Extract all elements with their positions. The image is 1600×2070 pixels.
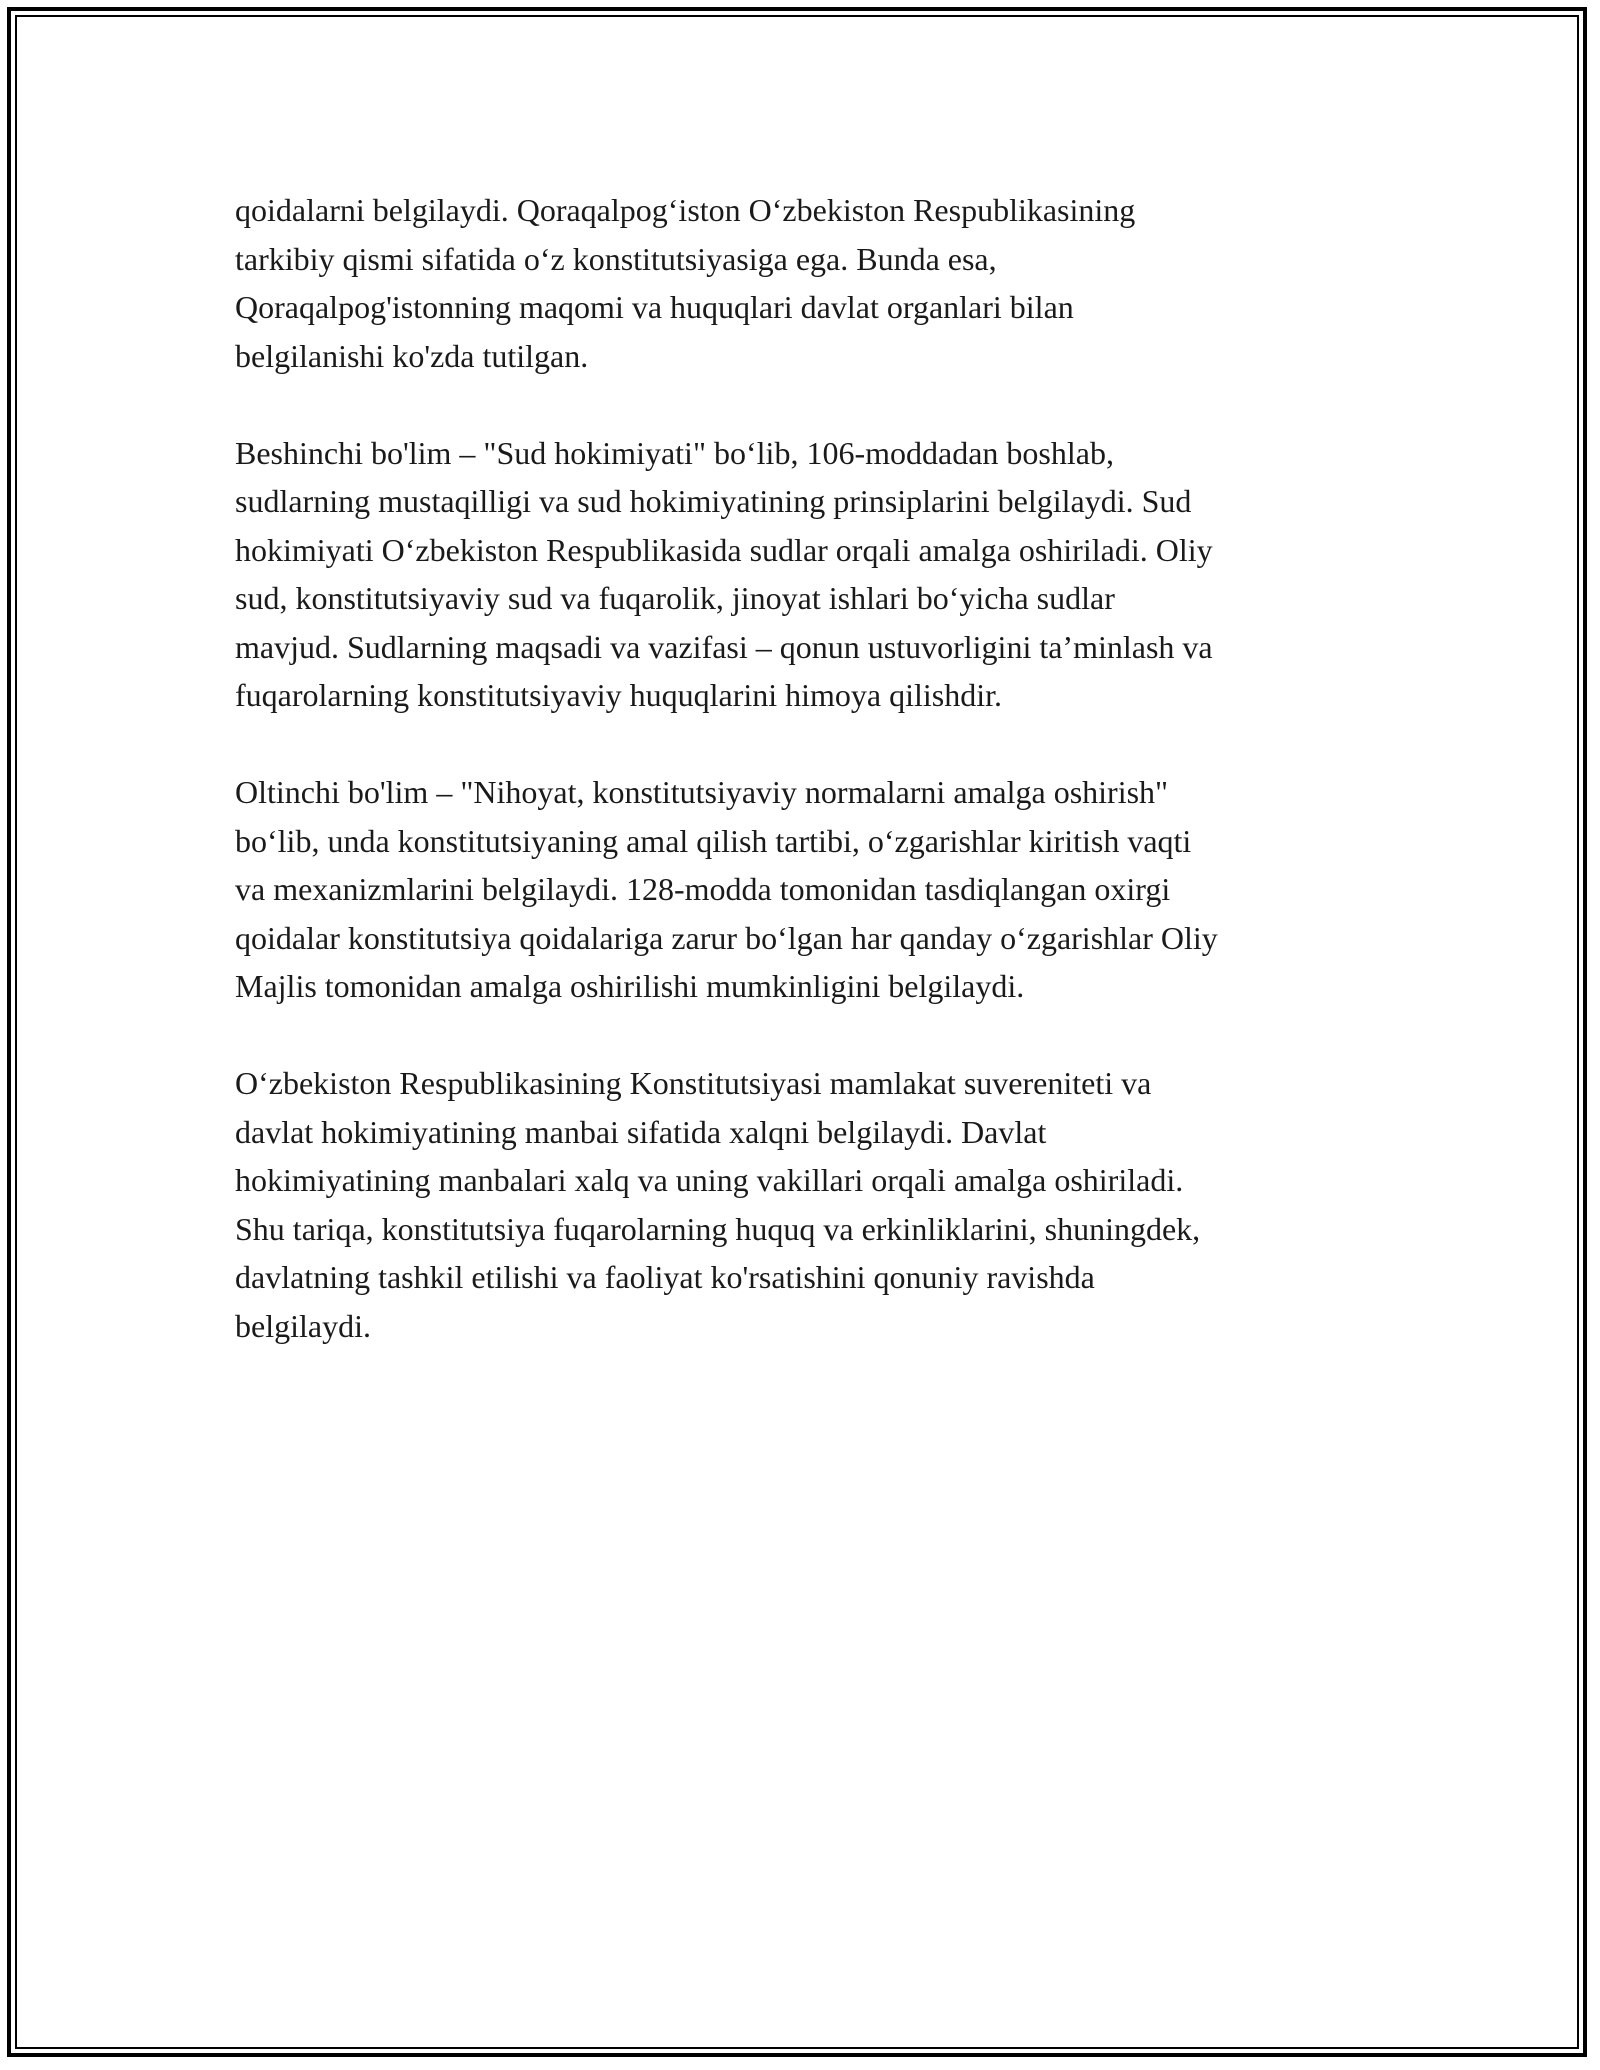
text-line: Qoraqalpog'istonning maqomi va huquqlari davlat organlari bilan: [235, 289, 1074, 325]
text-line: qoidalarni belgilaydi. Qoraqalpog‘iston O‘zbekiston Respublikasining: [235, 192, 1136, 228]
text-line: sudlarning mustaqilligi va sud hokimiyatining prinsiplarini belgilaydi. Sud: [235, 483, 1192, 519]
text-line: davlat hokimiyatining manbai sifatida xalqni belgilaydi. Davlat: [235, 1113, 1047, 1150]
text-line: bo‘lib, unda konstitutsiyaning amal qilish tartibi, o‘zgarishlar kiritish vaqti: [235, 822, 1192, 859]
text-line: hokimiyatining manbalari xalq va uning vakillari orqali amalga oshiriladi.: [235, 1162, 1184, 1198]
document-body: [235, 186, 1375, 1399]
text-line: Oltinchi bo'lim – "Nihoyat, konstitutsiyaviy normalarni amalga oshirish": [235, 774, 1169, 810]
text-line: mavjud. Sudlarning maqsadi va vazifasi – qonun ustuvorligini ta’minlash va: [235, 628, 1213, 665]
text-line: belgilanishi ko'zda tutilgan.: [235, 337, 589, 374]
paragraph-section-six: [235, 768, 1375, 1011]
paragraph-section-five: [235, 429, 1375, 720]
text-line: hokimiyati O‘zbekiston Respublikasida sudlar orqali amalga oshiriladi. Oliy: [235, 531, 1213, 568]
text-line: belgilaydi.: [235, 1307, 371, 1344]
paragraph-karakalpakstan: [235, 186, 1375, 380]
text-line: O‘zbekiston Respublikasining Konstitutsiyasi mamlakat suvereniteti va: [235, 1065, 1152, 1101]
text-line: tarkibiy qismi sifatida o‘z konstitutsiyasiga ega. Bunda esa,: [235, 240, 997, 277]
text-line: va mexanizmlarini belgilaydi. 128-modda tomonidan tasdiqlangan oxirgi: [235, 871, 1171, 907]
paragraph-sovereignty: [235, 1059, 1375, 1350]
text-line: Majlis tomonidan amalga oshirilishi mumkinligini belgilaydi.: [235, 968, 1025, 1004]
text-line: Shu tariqa, konstitutsiya fuqarolarning huquq va erkinliklarini, shuningdek,: [235, 1210, 1201, 1247]
text-line: davlatning tashkil etilishi va faoliyat ko'rsatishini qonuniy ravishda: [235, 1259, 1095, 1295]
text-line: fuqarolarning konstitutsiyaviy huquqlarini himoya qilishdir.: [235, 677, 1003, 713]
text-line: Beshinchi bo'lim – "Sud hokimiyati" bo‘lib, 106-moddadan boshlab,: [235, 434, 1114, 471]
text-line: qoidalar konstitutsiya qoidalariga zarur bo‘lgan har qanday o‘zgarishlar Oliy: [235, 919, 1218, 956]
text-line: sud, konstitutsiyaviy sud va fuqarolik, jinoyat ishlari bo‘yicha sudlar: [235, 580, 1115, 616]
